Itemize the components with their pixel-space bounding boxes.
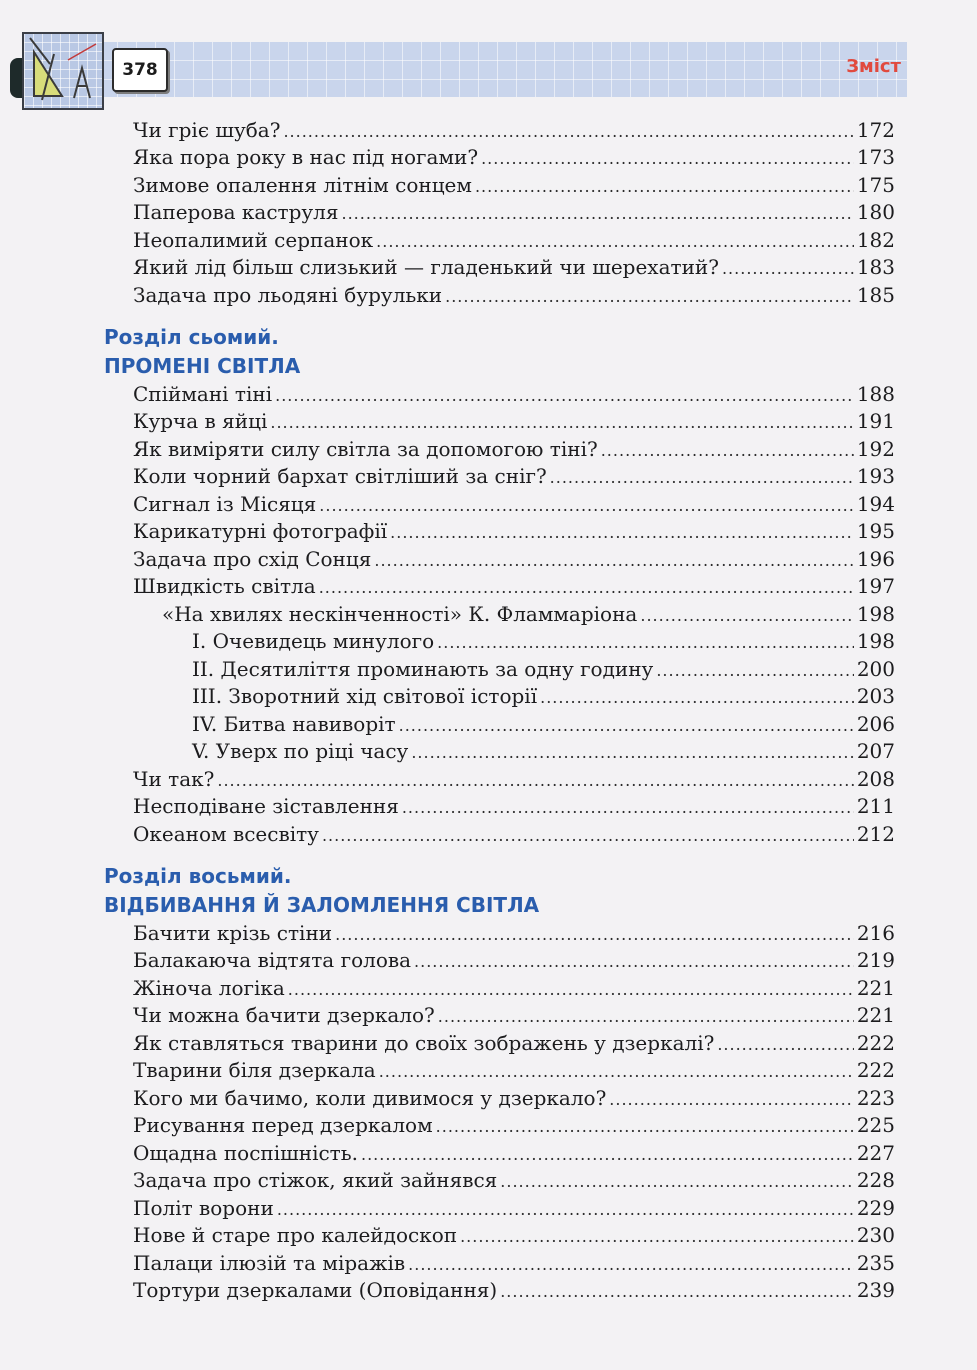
page-number: 378 [112, 48, 168, 92]
toc-entry[interactable]: Як виміряти силу світла за допомогою тіні? ..... 192 [133, 437, 895, 464]
toc-subentry[interactable]: IV. Битва навиворіт ..... 206 [192, 712, 895, 739]
toc-entry-page: 222 [856, 1058, 895, 1082]
toc-entry[interactable]: Задача про стіжок, який зайнявся ..... 228 [133, 1168, 895, 1195]
toc-entry-page: 216 [856, 921, 895, 945]
toc-entry[interactable]: Політ ворони ..... 229 [133, 1196, 895, 1223]
toc-entry-page: 183 [856, 255, 895, 279]
toc-entry[interactable]: Тортури дзеркалами (Оповідання) ..... 239 [133, 1278, 895, 1305]
toc-entry-page: 185 [856, 283, 895, 307]
toc-entry-page: 229 [856, 1196, 895, 1220]
toc-subentry[interactable]: V. Уверх по ріці часу ..... 207 [192, 739, 895, 766]
toc-subentry[interactable]: ІІІ. Зворотний хід світової історії ..... 203 [192, 684, 895, 711]
toc-entry-page: 197 [856, 574, 895, 598]
toc-entry[interactable]: Неопалимий серпанок ..... 182 [133, 228, 895, 255]
section-title: Зміст [846, 56, 901, 77]
toc-entry[interactable]: Нове й старе про калейдоскоп ..... 230 [133, 1223, 895, 1250]
chapter-8-title: ВІДБИВАННЯ Й ЗАЛОМЛЕННЯ СВІТЛА [104, 893, 540, 917]
toc-entry[interactable]: Жіноча логіка ..... 221 [133, 976, 895, 1003]
toc-entry-page: 208 [856, 767, 895, 791]
toc-entry[interactable]: Як ставляться тварини до своїх зображень у дзеркалі? ..... 222 [133, 1031, 895, 1058]
toc-entry-page: 223 [856, 1086, 895, 1110]
toc-entry[interactable]: Спіймані тіні ..... 188 [133, 382, 895, 409]
toc-entry[interactable]: Сигнал із Місяця ..... 194 [133, 492, 895, 519]
toc-entry-page: 221 [856, 976, 895, 1000]
toc-entry-page: 212 [856, 822, 895, 846]
toc-entry-page: 175 [856, 173, 895, 197]
toc-entry-page: 219 [856, 948, 895, 972]
toc-entry-page: 193 [856, 464, 895, 488]
toc-entry-page: 200 [856, 657, 895, 681]
header-band [60, 42, 907, 97]
chapter-7-heading: Розділ сьомий. [104, 325, 279, 349]
toc-entry-page: 196 [856, 547, 895, 571]
toc-entry-page: 192 [856, 437, 895, 461]
toc-subentry[interactable]: ІІ. Десятиліття проминають за одну годину ..... 200 [192, 657, 895, 684]
toc-entry[interactable]: Тварини біля дзеркала ..... 222 [133, 1058, 895, 1085]
chapter-8-heading: Розділ восьмий. [104, 864, 292, 888]
toc-entry-page: 203 [856, 684, 895, 708]
toc-entry[interactable]: Балакаюча відтята голова ..... 219 [133, 948, 895, 975]
toc-entry-page: 222 [856, 1031, 895, 1055]
toc-entry[interactable]: Несподіване зіставлення ..... 211 [133, 794, 895, 821]
toc-entry-page: 180 [856, 200, 895, 224]
toc-entry-page: 228 [856, 1168, 895, 1192]
toc-entry-page: 182 [856, 228, 895, 252]
toc-entry[interactable]: Задача про схід Сонця ..... 196 [133, 547, 895, 574]
toc-entry[interactable]: Яка пора року в нас під ногами? ..... 173 [133, 145, 895, 172]
toc-entry[interactable]: Чи так? ..... 208 [133, 767, 895, 794]
toc-entry[interactable]: Зимове опалення літнім сонцем ..... 175 [133, 173, 895, 200]
toc-entry-page: 230 [856, 1223, 895, 1247]
toc-entry[interactable]: Океаном всесвіту ..... 212 [133, 822, 895, 849]
toc-entry-page: 225 [856, 1113, 895, 1137]
toc-entry[interactable]: Кого ми бачимо, коли дивимося у дзеркало? ..... 223 [133, 1086, 895, 1113]
toc-entry[interactable]: Рисування перед дзеркалом ..... 225 [133, 1113, 895, 1140]
toc-entry[interactable]: Карикатурні фотографії ..... 195 [133, 519, 895, 546]
toc-entry[interactable]: Чи гріє шуба? ..... 172 [133, 118, 895, 145]
toc-subentry[interactable]: І. Очевидець минулого ..... 198 [192, 629, 895, 656]
toc-entry[interactable]: Курча в яйці ..... 191 [133, 409, 895, 436]
toc-entry-page: 198 [856, 602, 895, 626]
toc-entry[interactable]: «На хвилях нескінченності» К. Фламмаріона ..... 198 [162, 602, 895, 629]
toc-entry[interactable]: Чи можна бачити дзеркало? ..... 221 [133, 1003, 895, 1030]
toc-entry-page: 235 [856, 1251, 895, 1275]
toc-entry-page: 195 [856, 519, 895, 543]
toc-entry-page: 191 [856, 409, 895, 433]
chapter-7-title: ПРОМЕНІ СВІТЛА [104, 354, 301, 378]
toc-entry-page: 207 [856, 739, 895, 763]
toc-entry-page: 194 [856, 492, 895, 516]
toc-entry-page: 211 [856, 794, 895, 818]
toc-entry-page: 198 [856, 629, 895, 653]
toc-entry[interactable]: Задача про льодяні бурульки ..... 185 [133, 283, 895, 310]
toc-entry-page: 206 [856, 712, 895, 736]
toc-entry[interactable]: Коли чорний бархат світліший за сніг? ..... 193 [133, 464, 895, 491]
toc-entry[interactable]: Бачити крізь стіни ..... 216 [133, 921, 895, 948]
toc-entry-page: 172 [856, 118, 895, 142]
toc-entry-page: 173 [856, 145, 895, 169]
toc-entry-page: 239 [856, 1278, 895, 1302]
toc-entry[interactable]: Палаци ілюзій та міражів ..... 235 [133, 1251, 895, 1278]
toc-entry[interactable]: Паперова каструля ..... 180 [133, 200, 895, 227]
toc-entry[interactable]: Ощадна поспішність. ..... 227 [133, 1141, 895, 1168]
toc-entry-page: 221 [856, 1003, 895, 1027]
toc-entry-page: 188 [856, 382, 895, 406]
geometry-logo-icon [22, 32, 104, 110]
toc-entry[interactable]: Який лід більш слизький — гладенький чи шерехатий? ..... 183 [133, 255, 895, 282]
toc-entry-page: 227 [856, 1141, 895, 1165]
toc-entry[interactable]: Швидкість світла ..... 197 [133, 574, 895, 601]
